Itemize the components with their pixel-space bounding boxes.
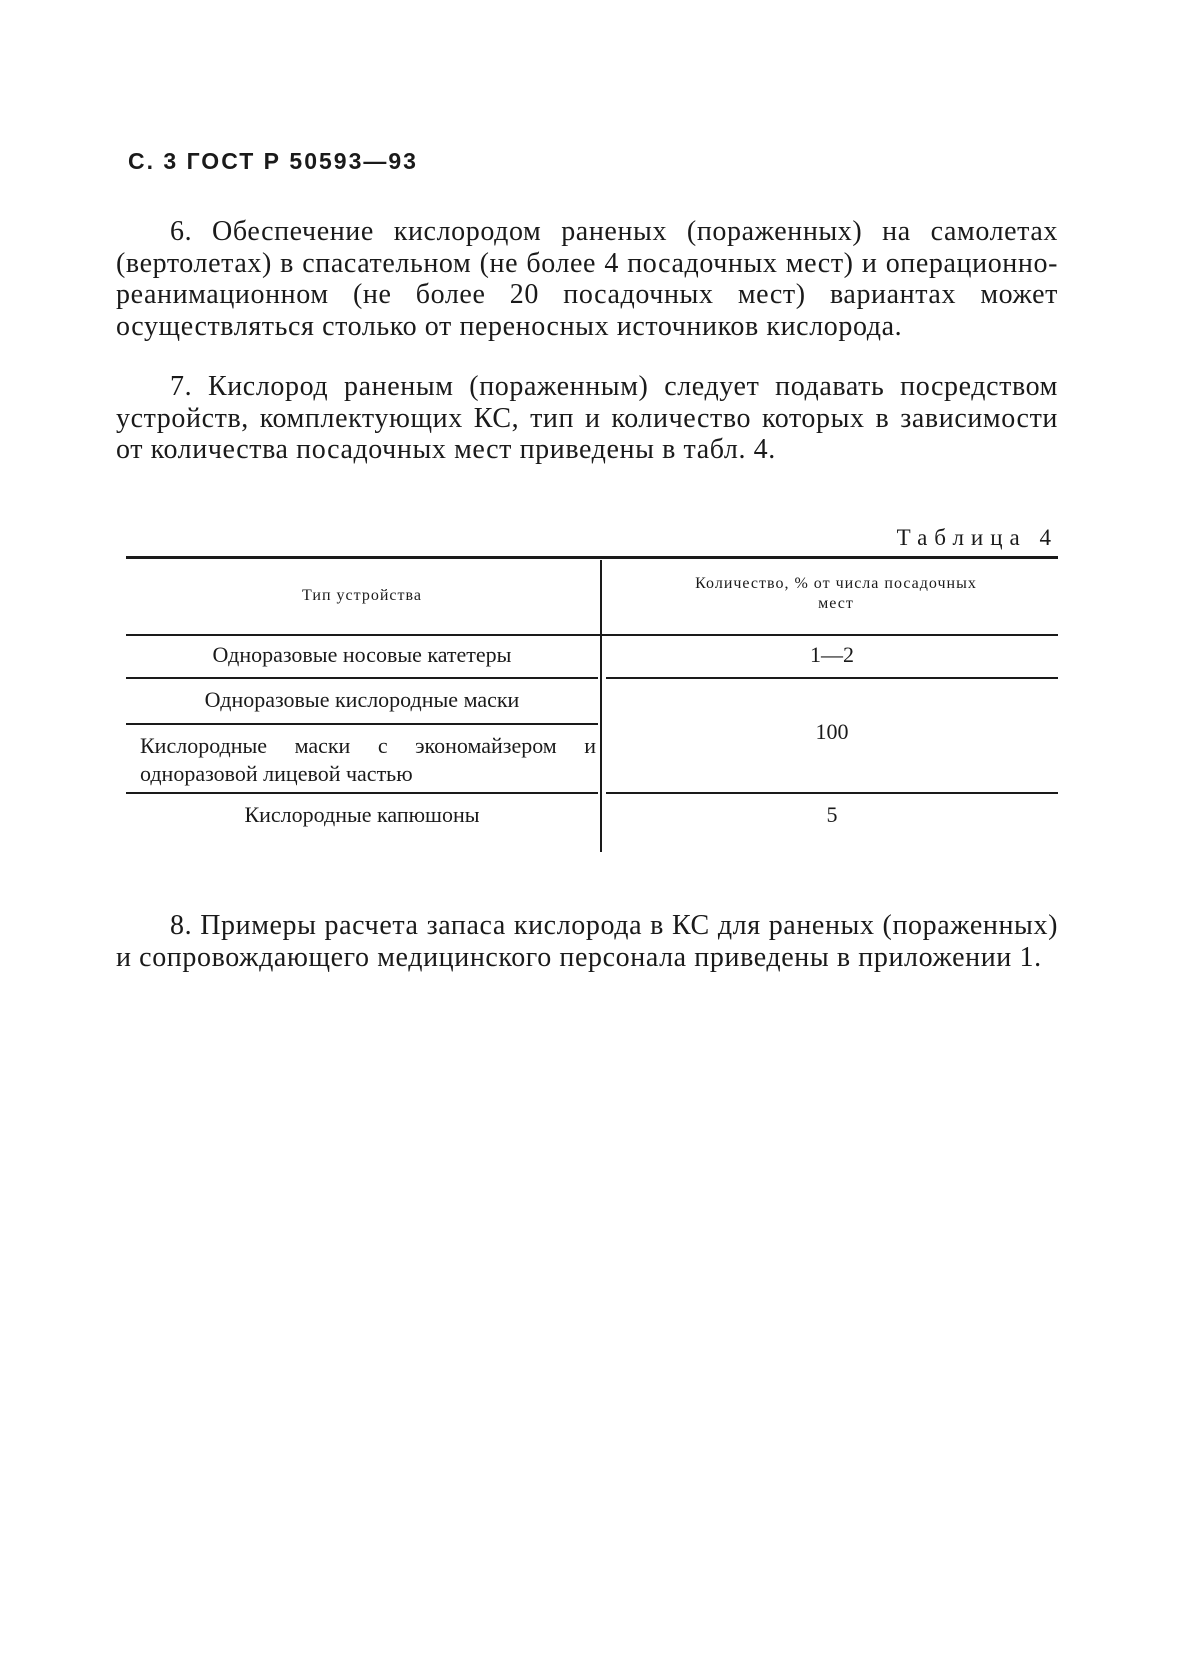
- paragraph-7: 7. Кислород раненым (пораженным) следует подавать посредством устройств, комплектующих КС, тип и количество которых в зависимости от количества посадочных мест приведены в табл. 4.: [116, 371, 1058, 465]
- table-row-quantity: 5: [826, 802, 838, 827]
- device-table: [126, 556, 1058, 856]
- page-header: С. 3 ГОСТ Р 50593—93: [128, 148, 418, 174]
- header-quantity: Количество, % от числа посадочных мест: [695, 575, 977, 612]
- paragraph-6: 6. Обеспечение кислородом раненых (пораженных) на самолетах (вертолетах) в спасательном (не более 4 посадочных мест) и операционно-реанимационном (не более 20 посадочных мест) вариантах может осуществляться столько от переносных источников кислорода.: [116, 216, 1058, 342]
- row-rule: [126, 792, 598, 794]
- table-row-device: Кислородные маски с экономайзером и одноразовой лицевой частью: [140, 733, 596, 786]
- table-row-device: Кислородные капюшоны: [244, 802, 480, 827]
- table-caption: Таблица 4: [896, 525, 1058, 550]
- row-rule: [126, 677, 598, 679]
- table-row-device: Одноразовые кислородные маски: [204, 687, 520, 712]
- table-top-rule: [126, 556, 1058, 559]
- table-row-quantity: 1—2: [810, 642, 854, 667]
- column-divider: [600, 560, 602, 852]
- row-rule: [126, 723, 598, 725]
- row-rule: [606, 792, 1058, 794]
- table-row-device: Одноразовые носовые катетеры: [212, 642, 512, 667]
- table-row-quantity: 100: [815, 719, 849, 744]
- table-header-rule: [126, 634, 1058, 636]
- row-rule: [606, 677, 1058, 679]
- paragraph-8: 8. Примеры расчета запаса кислорода в КС для раненых (пораженных) и сопровождающего медицинского персонала приведены в приложении 1.: [116, 910, 1058, 973]
- header-device-type: Тип устройства: [302, 587, 422, 604]
